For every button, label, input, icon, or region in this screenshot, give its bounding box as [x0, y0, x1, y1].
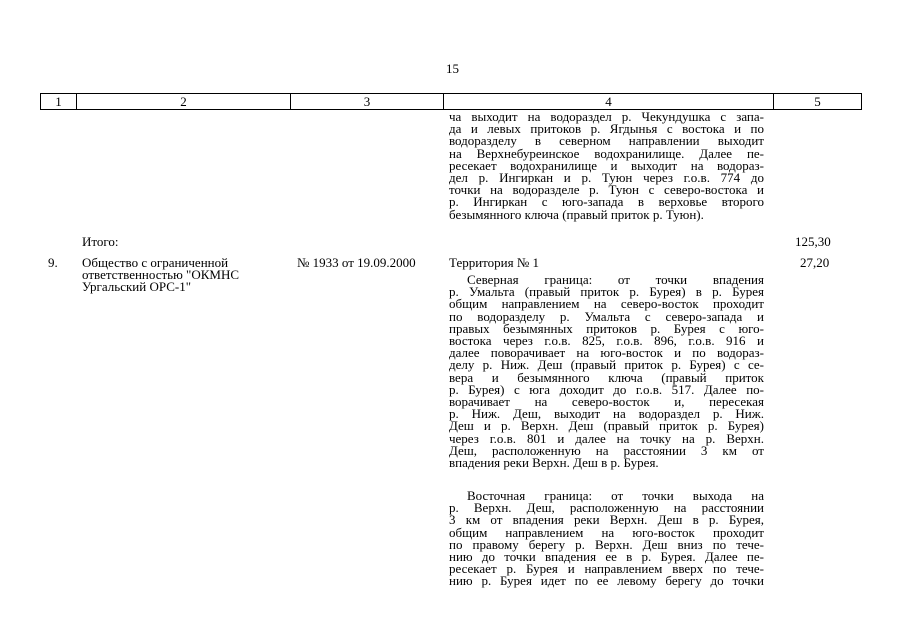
text-line: р. Бурея) с юга доходит до г.о.в. 517. Далее по- — [449, 381, 764, 397]
total-label: Итого: — [82, 234, 119, 249]
text-line: вера и безымянного ключа (правый приток — [449, 369, 764, 385]
text-line: ча выходит на водораздел р. Чекундушка с запа- — [449, 109, 764, 124]
text-line: водоразделу в северном направлении выходит — [449, 133, 764, 149]
column-header-5: 5 — [774, 94, 862, 110]
text-line: да и левых притоков р. Ягдынья с востока и по — [449, 121, 764, 137]
column-header-1: 1 — [41, 94, 77, 110]
column-header-4: 4 — [444, 94, 774, 110]
area-value: 27,20 — [800, 255, 830, 270]
text-line: ворачивает на северо-восток и, пересекая — [449, 394, 764, 410]
text-line: по водоразделу р. Умальта с северо-запада и — [449, 308, 764, 324]
territory-title: Территория № 1 — [449, 255, 540, 270]
text-line: ресекает р. Бурея и направлением вверх по тече- — [449, 561, 764, 577]
text-line: через г.о.в. 801 и далее на точку на р. Верхн. — [449, 430, 764, 446]
text-line: р. Верхн. Деш, расположенную на расстоянии — [449, 500, 764, 516]
text-line: р. Ниж. Деш, выходит на водораздел р. Ниж. — [449, 406, 764, 422]
text-line: Ургальский ОРС-1" — [82, 279, 192, 295]
text-line: востока через г.о.в. 825, г.о.в. 896, г.о.в. 916 и — [449, 333, 764, 349]
text-line: Общество с ограниченной — [82, 255, 229, 270]
text-line: нию р. Бурея идет по ее левому берегу до точки — [449, 573, 764, 589]
column-header-3: 3 — [291, 94, 444, 110]
text-line: на Верхнебуреинское водохранилище. Далее пе- — [449, 145, 764, 161]
page-number: 15 — [446, 61, 459, 76]
text-line: общим направлением на юго-восток проходит — [449, 524, 764, 540]
text-line: по правому берегу р. Верхн. Деш вниз по тече- — [449, 536, 764, 552]
text-line: Северная граница: от точки впадения — [467, 272, 764, 287]
total-value: 125,30 — [795, 234, 831, 249]
text-line: точки на водоразделе р. Туюн с северо-востока и — [449, 182, 764, 198]
text-line: общим направлением на северо-восток проходит — [449, 296, 764, 312]
text-line: Деш, расположенную на расстоянии 3 км от — [449, 442, 764, 458]
text-line: 3 км от впадения реки Верхн. Деш в р. Бурея, — [449, 512, 764, 528]
east-boundary-paragraph — [449, 490, 764, 588]
text-line: делу р. Ниж. Деш (правый приток р. Бурея) с се- — [449, 357, 764, 373]
text-line: ресекает водохранилище и выходит на водораз- — [449, 157, 764, 173]
license-number: № 1933 от 19.09.2000 — [297, 255, 416, 270]
text-line: Деш и р. Верхн. Деш (правый приток р. Бурея) — [449, 418, 764, 434]
text-line: р. Умальта (правый приток р. Бурея) в р. Бурея — [449, 284, 764, 300]
text-line: ответственностью "ОКМНС — [82, 267, 240, 283]
text-line: Восточная граница: от точки выхода на — [467, 488, 764, 503]
text-line: р. Ингиркан с юго-запада в верховье второго — [449, 194, 764, 210]
row-number: 9. — [48, 255, 58, 270]
continuation-text — [449, 111, 764, 221]
organization-name — [82, 257, 287, 294]
column-header-2: 2 — [77, 94, 291, 110]
table-header — [40, 93, 862, 110]
text-line: дел р. Ингиркан и р. Туюн через г.о.в. 774 до — [449, 170, 764, 186]
text-line: правых безымянных притоков р. Бурея с юго- — [449, 320, 764, 336]
text-line: впадения реки Верхн. Деш в р. Бурея. — [449, 455, 659, 471]
text-line: нию до точки впадения ее в р. Бурея. Далее пе- — [449, 549, 764, 565]
text-line: далее поворачивает на юго-восток и по водораз- — [449, 345, 764, 361]
text-line: безымянного ключа (правый приток р. Туюн). — [449, 206, 704, 222]
north-boundary-paragraph — [449, 274, 764, 469]
